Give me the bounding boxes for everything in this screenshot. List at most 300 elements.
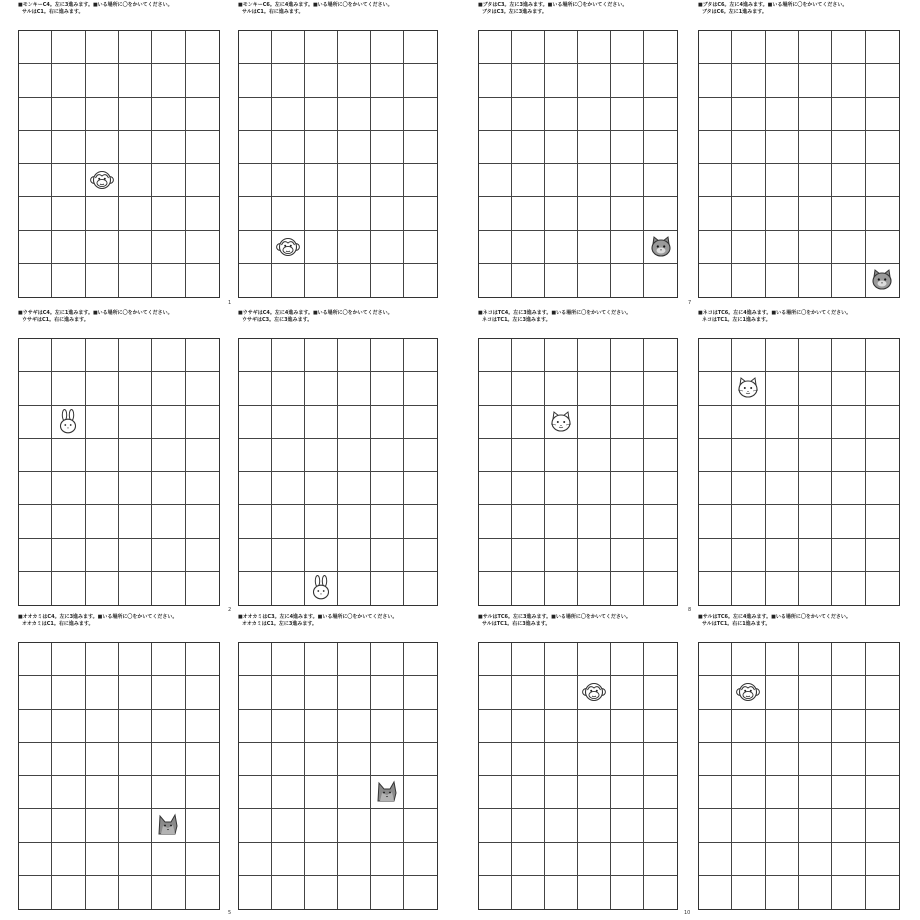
grid-cell[interactable] [119, 164, 152, 197]
grid-cell[interactable] [832, 31, 865, 64]
grid-cell[interactable] [545, 231, 578, 264]
grid-cell[interactable] [545, 776, 578, 809]
grid-cell[interactable] [732, 164, 765, 197]
grid-cell[interactable] [86, 231, 119, 264]
grid-cell[interactable] [512, 809, 545, 842]
grid-cell[interactable] [866, 809, 899, 842]
grid-cell[interactable] [19, 439, 52, 472]
grid-cell[interactable] [479, 539, 512, 572]
grid-cell[interactable] [732, 843, 765, 876]
grid-cell[interactable] [611, 264, 644, 297]
grid-cell[interactable] [578, 131, 611, 164]
grid-cell[interactable] [119, 231, 152, 264]
grid-cell[interactable] [404, 643, 437, 676]
grid-cell[interactable] [338, 439, 371, 472]
grid-cell[interactable] [305, 643, 338, 676]
grid-cell[interactable] [832, 572, 865, 605]
grid-cell[interactable] [644, 406, 677, 439]
grid-cell[interactable] [272, 339, 305, 372]
grid-cell[interactable] [699, 31, 732, 64]
grid-cell[interactable] [272, 372, 305, 405]
grid-cell[interactable] [305, 710, 338, 743]
grid-cell[interactable] [611, 743, 644, 776]
grid-cell[interactable] [239, 406, 272, 439]
grid-cell[interactable] [239, 472, 272, 505]
grid-cell[interactable] [371, 743, 404, 776]
grid-cell[interactable] [52, 98, 85, 131]
grid-cell[interactable] [86, 439, 119, 472]
grid-cell[interactable] [799, 539, 832, 572]
grid-cell[interactable] [732, 31, 765, 64]
grid-cell[interactable] [152, 809, 185, 842]
grid-cell[interactable] [732, 98, 765, 131]
grid-cell[interactable] [799, 743, 832, 776]
grid-cell[interactable] [404, 131, 437, 164]
grid-cell[interactable] [239, 64, 272, 97]
grid-cell[interactable] [152, 876, 185, 909]
grid-cell[interactable] [86, 197, 119, 230]
grid-cell[interactable] [699, 231, 732, 264]
grid-cell[interactable] [732, 406, 765, 439]
grid-cell[interactable] [186, 809, 219, 842]
grid-cell[interactable] [699, 505, 732, 538]
grid-cell[interactable] [86, 472, 119, 505]
grid-cell[interactable] [119, 809, 152, 842]
grid-cell[interactable] [371, 439, 404, 472]
grid-cell[interactable] [305, 572, 338, 605]
grid-cell[interactable] [52, 472, 85, 505]
grid-cell[interactable] [52, 131, 85, 164]
grid-cell[interactable] [86, 264, 119, 297]
grid-cell[interactable] [699, 539, 732, 572]
grid-cell[interactable] [338, 406, 371, 439]
grid-cell[interactable] [699, 339, 732, 372]
grid-cell[interactable] [732, 131, 765, 164]
grid-cell[interactable] [272, 809, 305, 842]
grid-cell[interactable] [371, 776, 404, 809]
grid-cell[interactable] [52, 164, 85, 197]
grid-cell[interactable] [86, 131, 119, 164]
grid-cell[interactable] [611, 372, 644, 405]
grid-cell[interactable] [545, 406, 578, 439]
grid-cell[interactable] [545, 472, 578, 505]
grid-cell[interactable] [866, 505, 899, 538]
grid-cell[interactable] [866, 372, 899, 405]
grid-cell[interactable] [578, 539, 611, 572]
grid-cell[interactable] [545, 743, 578, 776]
grid-cell[interactable] [86, 676, 119, 709]
grid-cell[interactable] [119, 339, 152, 372]
grid-cell[interactable] [611, 339, 644, 372]
grid-cell[interactable] [119, 505, 152, 538]
grid-cell[interactable] [766, 339, 799, 372]
grid-cell[interactable] [611, 164, 644, 197]
grid-cell[interactable] [371, 264, 404, 297]
grid-cell[interactable] [479, 164, 512, 197]
grid-cell[interactable] [611, 710, 644, 743]
grid-cell[interactable] [766, 64, 799, 97]
grid-cell[interactable] [52, 539, 85, 572]
grid-cell[interactable] [19, 776, 52, 809]
grid-cell[interactable] [19, 98, 52, 131]
grid-cell[interactable] [512, 843, 545, 876]
grid-cell[interactable] [338, 876, 371, 909]
grid-cell[interactable] [86, 505, 119, 538]
grid-cell[interactable] [152, 372, 185, 405]
grid-cell[interactable] [152, 472, 185, 505]
grid-cell[interactable] [404, 197, 437, 230]
grid-cell[interactable] [512, 539, 545, 572]
grid-cell[interactable] [766, 843, 799, 876]
grid-cell[interactable] [119, 676, 152, 709]
grid-cell[interactable] [19, 539, 52, 572]
grid-cell[interactable] [119, 98, 152, 131]
grid-cell[interactable] [371, 572, 404, 605]
grid-cell[interactable] [832, 776, 865, 809]
grid-cell[interactable] [272, 876, 305, 909]
grid-cell[interactable] [866, 406, 899, 439]
grid-cell[interactable] [578, 710, 611, 743]
grid-cell[interactable] [545, 710, 578, 743]
grid-cell[interactable] [152, 231, 185, 264]
grid-cell[interactable] [19, 809, 52, 842]
grid-cell[interactable] [119, 131, 152, 164]
grid-cell[interactable] [766, 539, 799, 572]
grid-cell[interactable] [19, 31, 52, 64]
grid-cell[interactable] [611, 231, 644, 264]
grid-cell[interactable] [52, 339, 85, 372]
grid-cell[interactable] [305, 776, 338, 809]
grid-cell[interactable] [766, 231, 799, 264]
grid-cell[interactable] [152, 197, 185, 230]
grid-cell[interactable] [152, 406, 185, 439]
grid-cell[interactable] [152, 439, 185, 472]
grid-cell[interactable] [272, 743, 305, 776]
grid-cell[interactable] [766, 131, 799, 164]
grid-cell[interactable] [799, 843, 832, 876]
grid-cell[interactable] [732, 439, 765, 472]
grid-cell[interactable] [732, 372, 765, 405]
grid-cell[interactable] [86, 64, 119, 97]
grid-cell[interactable] [239, 439, 272, 472]
grid-cell[interactable] [338, 31, 371, 64]
grid-cell[interactable] [578, 197, 611, 230]
grid-cell[interactable] [52, 264, 85, 297]
grid-cell[interactable] [86, 164, 119, 197]
grid-cell[interactable] [479, 643, 512, 676]
grid-cell[interactable] [832, 64, 865, 97]
grid-cell[interactable] [239, 743, 272, 776]
grid-cell[interactable] [832, 98, 865, 131]
grid-cell[interactable] [611, 572, 644, 605]
grid-cell[interactable] [512, 643, 545, 676]
grid-cell[interactable] [644, 231, 677, 264]
grid-cell[interactable] [644, 98, 677, 131]
grid-cell[interactable] [512, 164, 545, 197]
grid-cell[interactable] [512, 776, 545, 809]
grid-cell[interactable] [186, 406, 219, 439]
grid-cell[interactable] [512, 264, 545, 297]
grid-cell[interactable] [545, 372, 578, 405]
grid-cell[interactable] [699, 98, 732, 131]
grid-cell[interactable] [272, 406, 305, 439]
grid-cell[interactable] [371, 197, 404, 230]
grid-cell[interactable] [699, 64, 732, 97]
grid-cell[interactable] [512, 131, 545, 164]
grid-cell[interactable] [86, 372, 119, 405]
grid-cell[interactable] [86, 406, 119, 439]
grid-cell[interactable] [404, 372, 437, 405]
grid-cell[interactable] [186, 505, 219, 538]
grid-cell[interactable] [644, 539, 677, 572]
grid-cell[interactable] [119, 406, 152, 439]
grid-cell[interactable] [479, 31, 512, 64]
grid-cell[interactable] [512, 743, 545, 776]
grid-cell[interactable] [152, 131, 185, 164]
grid-cell[interactable] [699, 743, 732, 776]
grid-cell[interactable] [305, 231, 338, 264]
grid-cell[interactable] [186, 372, 219, 405]
grid-cell[interactable] [338, 372, 371, 405]
grid-cell[interactable] [766, 710, 799, 743]
grid-cell[interactable] [832, 131, 865, 164]
grid-cell[interactable] [86, 743, 119, 776]
grid-cell[interactable] [799, 710, 832, 743]
grid-cell[interactable] [305, 809, 338, 842]
grid-cell[interactable] [578, 31, 611, 64]
grid-cell[interactable] [512, 406, 545, 439]
grid-cell[interactable] [186, 264, 219, 297]
grid-cell[interactable] [832, 743, 865, 776]
grid-cell[interactable] [52, 406, 85, 439]
grid-cell[interactable] [305, 372, 338, 405]
grid-cell[interactable] [832, 843, 865, 876]
grid-cell[interactable] [186, 131, 219, 164]
grid-cell[interactable] [272, 31, 305, 64]
grid-cell[interactable] [732, 676, 765, 709]
grid-cell[interactable] [404, 710, 437, 743]
grid-cell[interactable] [578, 339, 611, 372]
grid-cell[interactable] [832, 472, 865, 505]
grid-cell[interactable] [19, 264, 52, 297]
grid-cell[interactable] [338, 643, 371, 676]
grid-cell[interactable] [239, 843, 272, 876]
grid-cell[interactable] [305, 539, 338, 572]
grid-cell[interactable] [239, 809, 272, 842]
grid-cell[interactable] [611, 98, 644, 131]
grid-cell[interactable] [766, 743, 799, 776]
grid-cell[interactable] [404, 539, 437, 572]
grid-cell[interactable] [866, 572, 899, 605]
grid-cell[interactable] [272, 539, 305, 572]
grid-cell[interactable] [186, 98, 219, 131]
grid-cell[interactable] [338, 743, 371, 776]
grid-cell[interactable] [404, 406, 437, 439]
grid-cell[interactable] [404, 64, 437, 97]
grid-cell[interactable] [479, 505, 512, 538]
grid-cell[interactable] [732, 572, 765, 605]
grid-cell[interactable] [371, 676, 404, 709]
grid-cell[interactable] [272, 505, 305, 538]
grid-cell[interactable] [578, 743, 611, 776]
grid-cell[interactable] [799, 439, 832, 472]
grid-cell[interactable] [866, 643, 899, 676]
grid-cell[interactable] [832, 264, 865, 297]
grid-cell[interactable] [578, 809, 611, 842]
grid-cell[interactable] [766, 505, 799, 538]
grid-cell[interactable] [338, 843, 371, 876]
grid-cell[interactable] [644, 710, 677, 743]
grid-cell[interactable] [19, 743, 52, 776]
grid-cell[interactable] [305, 472, 338, 505]
grid-cell[interactable] [832, 643, 865, 676]
grid-cell[interactable] [545, 64, 578, 97]
grid-cell[interactable] [545, 31, 578, 64]
grid-cell[interactable] [152, 743, 185, 776]
grid-cell[interactable] [644, 505, 677, 538]
grid-cell[interactable] [866, 472, 899, 505]
grid-cell[interactable] [272, 676, 305, 709]
grid-cell[interactable] [766, 809, 799, 842]
grid-cell[interactable] [338, 264, 371, 297]
grid-cell[interactable] [186, 572, 219, 605]
grid-cell[interactable] [152, 776, 185, 809]
grid-cell[interactable] [119, 876, 152, 909]
grid-cell[interactable] [866, 164, 899, 197]
grid-cell[interactable] [52, 372, 85, 405]
grid-cell[interactable] [866, 539, 899, 572]
grid-cell[interactable] [338, 710, 371, 743]
grid-cell[interactable] [272, 843, 305, 876]
grid-cell[interactable] [272, 472, 305, 505]
grid-cell[interactable] [305, 98, 338, 131]
grid-cell[interactable] [152, 164, 185, 197]
grid-cell[interactable] [479, 743, 512, 776]
grid-cell[interactable] [611, 643, 644, 676]
grid-cell[interactable] [766, 164, 799, 197]
grid-cell[interactable] [186, 876, 219, 909]
grid-cell[interactable] [866, 264, 899, 297]
grid-cell[interactable] [611, 676, 644, 709]
grid-cell[interactable] [545, 876, 578, 909]
grid-cell[interactable] [578, 98, 611, 131]
grid-cell[interactable] [119, 710, 152, 743]
grid-cell[interactable] [832, 197, 865, 230]
grid-cell[interactable] [272, 264, 305, 297]
grid-cell[interactable] [832, 505, 865, 538]
grid-cell[interactable] [866, 64, 899, 97]
grid-cell[interactable] [578, 64, 611, 97]
grid-cell[interactable] [611, 809, 644, 842]
grid-cell[interactable] [578, 406, 611, 439]
grid-cell[interactable] [371, 231, 404, 264]
grid-cell[interactable] [338, 164, 371, 197]
grid-cell[interactable] [338, 676, 371, 709]
grid-cell[interactable] [611, 131, 644, 164]
grid-cell[interactable] [119, 439, 152, 472]
grid-cell[interactable] [545, 643, 578, 676]
grid-cell[interactable] [832, 406, 865, 439]
grid-cell[interactable] [644, 31, 677, 64]
grid-cell[interactable] [832, 231, 865, 264]
grid-cell[interactable] [239, 876, 272, 909]
grid-cell[interactable] [479, 843, 512, 876]
grid-cell[interactable] [305, 164, 338, 197]
grid-cell[interactable] [732, 472, 765, 505]
grid-cell[interactable] [86, 776, 119, 809]
grid-cell[interactable] [119, 31, 152, 64]
grid-cell[interactable] [19, 643, 52, 676]
grid-cell[interactable] [338, 131, 371, 164]
grid-cell[interactable] [152, 98, 185, 131]
grid-cell[interactable] [644, 676, 677, 709]
grid-cell[interactable] [305, 131, 338, 164]
grid-cell[interactable] [732, 643, 765, 676]
grid-cell[interactable] [239, 539, 272, 572]
grid-cell[interactable] [766, 472, 799, 505]
grid-cell[interactable] [512, 472, 545, 505]
grid-cell[interactable] [578, 676, 611, 709]
grid-cell[interactable] [479, 264, 512, 297]
grid-cell[interactable] [19, 472, 52, 505]
grid-cell[interactable] [86, 539, 119, 572]
grid-cell[interactable] [699, 472, 732, 505]
grid-cell[interactable] [152, 710, 185, 743]
grid-cell[interactable] [52, 710, 85, 743]
grid-cell[interactable] [119, 472, 152, 505]
grid-cell[interactable] [186, 710, 219, 743]
grid-cell[interactable] [799, 131, 832, 164]
grid-cell[interactable] [404, 676, 437, 709]
grid-cell[interactable] [404, 572, 437, 605]
grid-cell[interactable] [371, 809, 404, 842]
grid-cell[interactable] [512, 710, 545, 743]
grid-cell[interactable] [239, 339, 272, 372]
grid-cell[interactable] [272, 164, 305, 197]
grid-cell[interactable] [86, 31, 119, 64]
grid-cell[interactable] [732, 776, 765, 809]
grid-cell[interactable] [239, 31, 272, 64]
grid-cell[interactable] [86, 876, 119, 909]
grid-cell[interactable] [152, 643, 185, 676]
grid-cell[interactable] [799, 572, 832, 605]
grid-cell[interactable] [86, 843, 119, 876]
grid-cell[interactable] [545, 439, 578, 472]
grid-cell[interactable] [832, 876, 865, 909]
grid-cell[interactable] [512, 876, 545, 909]
grid-cell[interactable] [732, 876, 765, 909]
grid-cell[interactable] [338, 776, 371, 809]
grid-cell[interactable] [766, 406, 799, 439]
grid-cell[interactable] [152, 339, 185, 372]
grid-cell[interactable] [479, 776, 512, 809]
grid-cell[interactable] [338, 197, 371, 230]
grid-cell[interactable] [119, 64, 152, 97]
grid-cell[interactable] [338, 339, 371, 372]
grid-cell[interactable] [512, 98, 545, 131]
grid-cell[interactable] [52, 505, 85, 538]
grid-cell[interactable] [52, 676, 85, 709]
grid-cell[interactable] [239, 572, 272, 605]
grid-cell[interactable] [479, 472, 512, 505]
grid-cell[interactable] [338, 64, 371, 97]
grid-cell[interactable] [545, 809, 578, 842]
grid-cell[interactable] [119, 264, 152, 297]
grid-cell[interactable] [766, 31, 799, 64]
grid-cell[interactable] [52, 743, 85, 776]
grid-cell[interactable] [404, 472, 437, 505]
grid-cell[interactable] [832, 439, 865, 472]
